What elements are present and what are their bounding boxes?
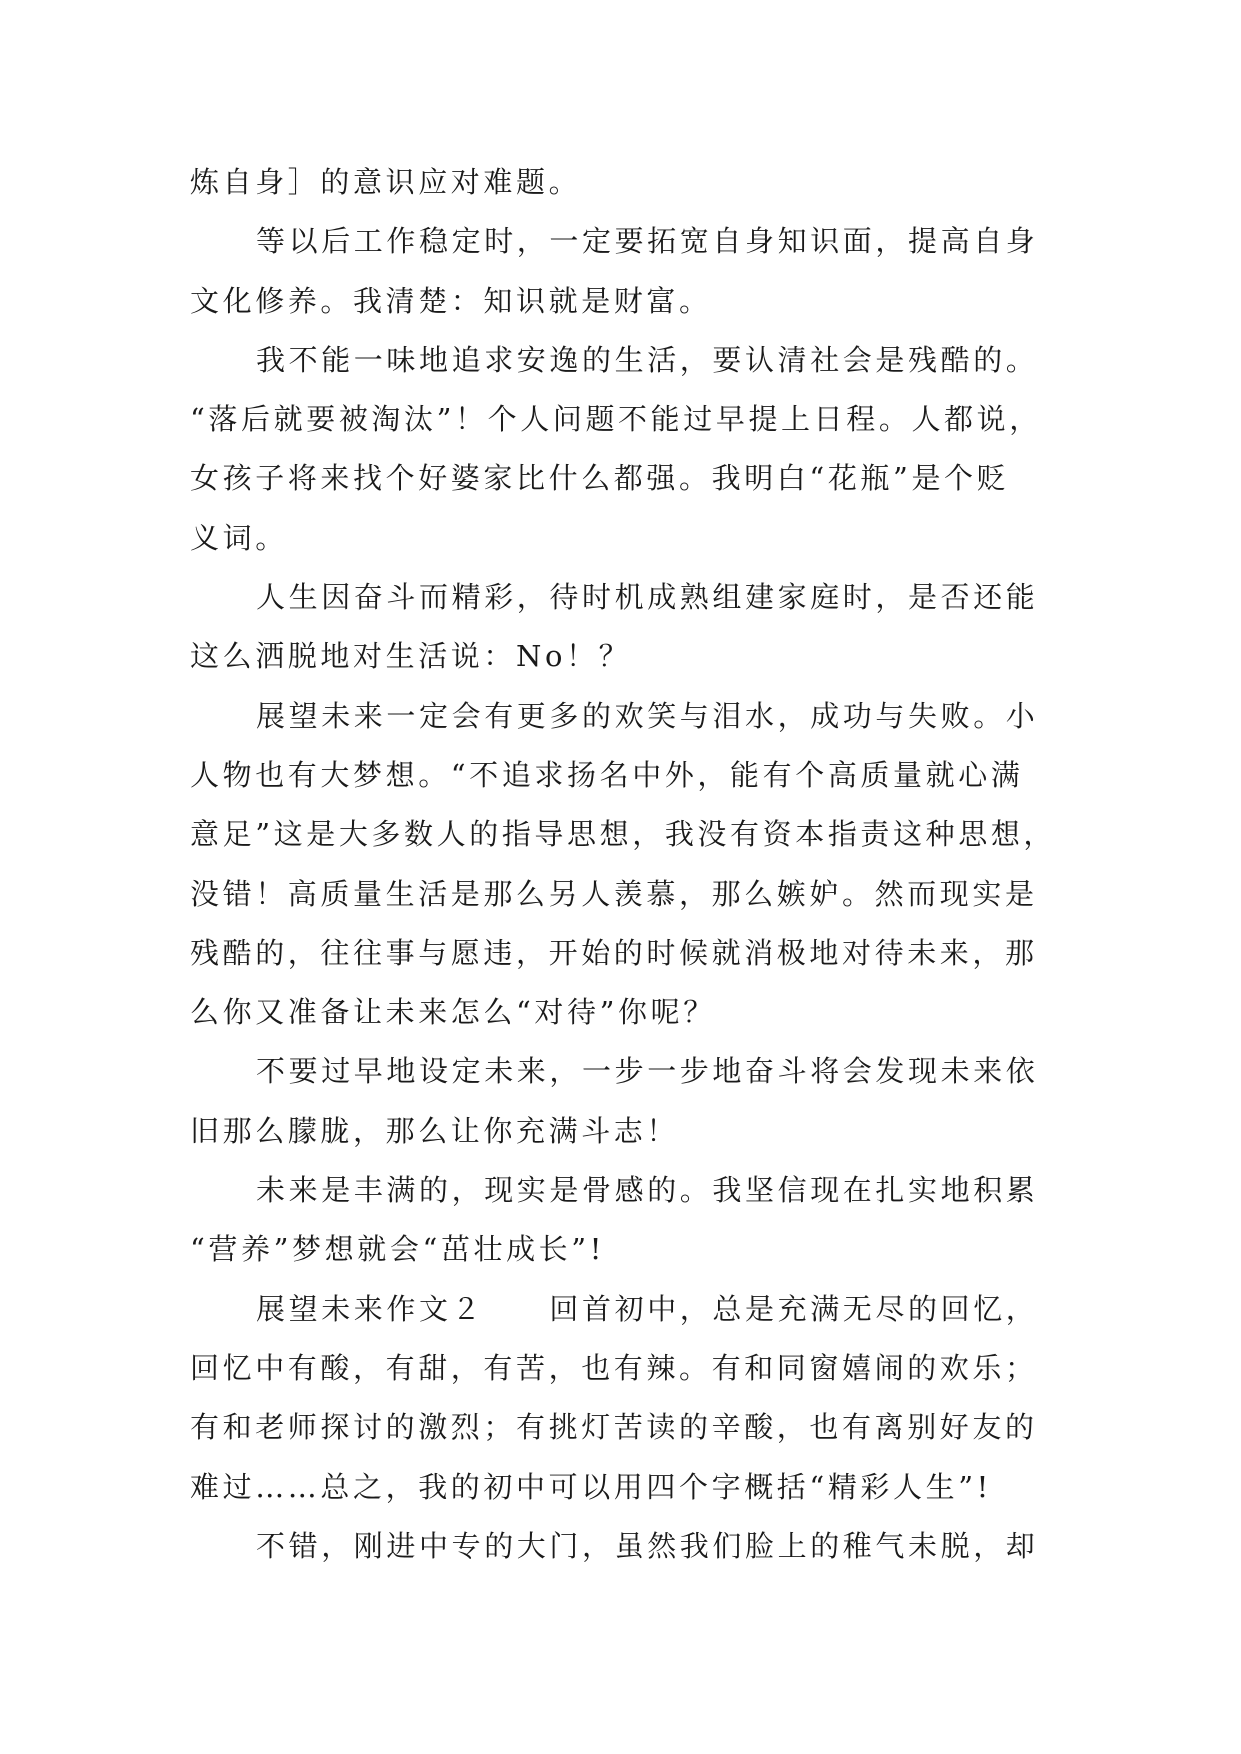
text-line: 这么洒脱地对生活说：No！？ (190, 639, 632, 674)
text-line: 等以后工作稳定时，一定要拓宽自身知识面，提高自身 (256, 224, 1039, 259)
text-line: 意足”这是大多数人的指导思想，我没有资本指责这种思想， (190, 817, 1057, 852)
text-line: 残酷的，往往事与愿违，开始的时候就消极地对待未来，那 (190, 935, 1038, 970)
document-body (190, 153, 1057, 1576)
text-line: 旧那么朦胧，那么让你充满斗志！ (190, 1113, 680, 1148)
paragraph (190, 687, 1057, 1043)
text-line: “营养”梦想就会“茁壮成长”! (190, 1232, 605, 1267)
text-line: 我不能一味地追求安逸的生活，要认清社会是残酷的。 (256, 342, 1039, 377)
paragraph (190, 1042, 1050, 1161)
text-line: 文化修养。我清楚：知识就是财富。 (190, 283, 712, 318)
paragraph (190, 1517, 1050, 1576)
text-line: 义词。 (190, 520, 288, 555)
text-line: 不要过早地设定未来，一步一步地奋斗将会发现未来依 (256, 1054, 1039, 1089)
text-line: 没错！高质量生活是那么另人羡慕，那么嫉妒。然而现实是 (190, 876, 1038, 911)
text-line: 未来是丰满的，现实是骨感的。我坚信现在扎实地积累 (256, 1173, 1039, 1208)
text-line: 女孩子将来找个好婆家比什么都强。我明白“花瓶”是个贬 (190, 461, 1010, 496)
text-line: 有和老师探讨的激烈；有挑灯苦读的辛酸，也有离别好友的 (190, 1410, 1038, 1445)
text-line: 难过……总之，我的初中可以用四个字概括“精彩人生”! (190, 1469, 992, 1504)
paragraph (190, 568, 1050, 687)
text-line: 展望未来作文２ 回首初中，总是充满无尽的回忆， (256, 1291, 1039, 1326)
text-line: “落后就要被淘汰”！个人问题不能过早提上日程。人都说， (190, 402, 1042, 437)
paragraph (190, 153, 1050, 212)
text-line: 炼自身］的意识应对难题。 (190, 165, 582, 199)
text-line: 人生因奋斗而精彩，待时机成熟组建家庭时，是否还能 (256, 580, 1039, 615)
paragraph (190, 1280, 1050, 1517)
paragraph (190, 212, 1050, 331)
paragraph (190, 331, 1050, 568)
text-line: 人物也有大梦想。“不追求扬名中外，能有个高质量就心满 (190, 757, 1024, 792)
text-line: 不错，刚进中专的大门，虽然我们脸上的稚气未脱，却 (256, 1528, 1039, 1563)
text-line: 回忆中有酸，有甜，有苦，也有辣。有和同窗嬉闹的欢乐； (190, 1350, 1038, 1385)
paragraph (190, 1161, 1050, 1280)
text-line: 么你又准备让未来怎么“对待”你呢？ (190, 995, 716, 1030)
text-line: 展望未来一定会有更多的欢笑与泪水，成功与失败。小 (256, 698, 1039, 733)
